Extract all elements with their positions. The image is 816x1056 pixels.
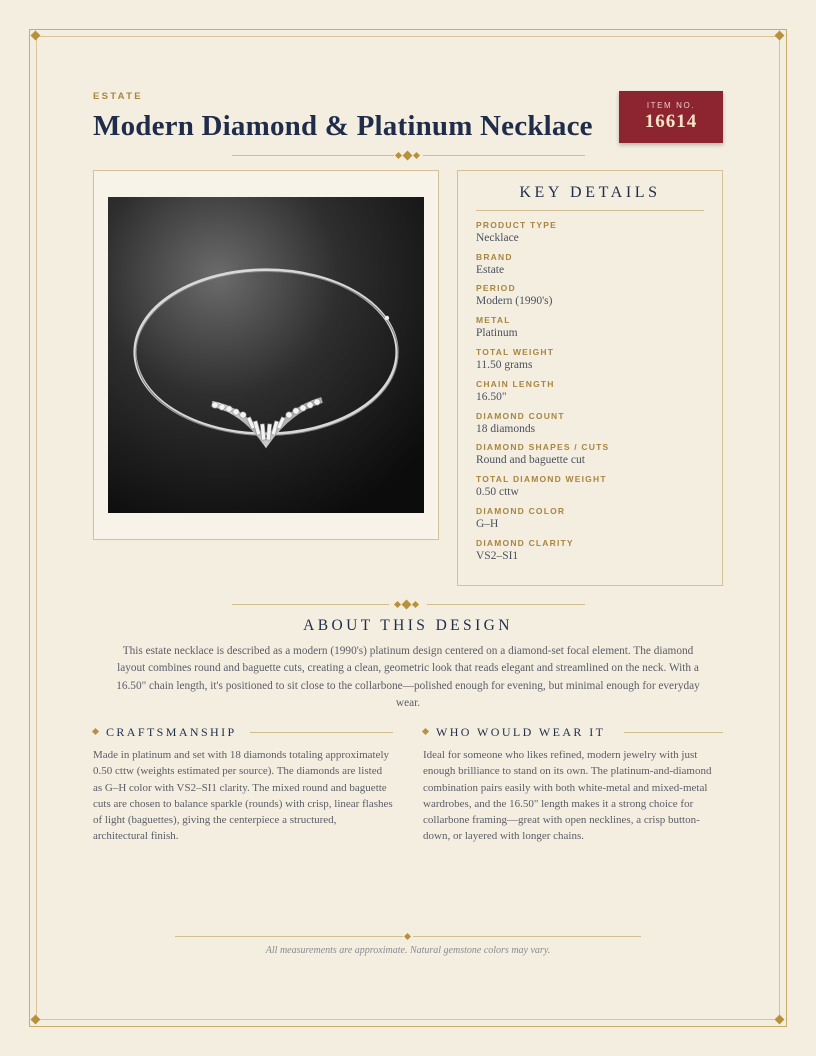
spec-diamond-count xyxy=(476,411,706,437)
item-number-value: 16614 xyxy=(644,111,698,132)
necklace-photo xyxy=(108,197,424,513)
section-divider xyxy=(232,600,585,610)
spec-label: TOTAL DIAMOND WEIGHT xyxy=(476,474,607,484)
spec-label: PRODUCT TYPE xyxy=(476,220,557,230)
spec-value: 16.50" xyxy=(476,391,507,403)
spec-brand xyxy=(476,252,706,278)
spec-label: DIAMOND SHAPES / CUTS xyxy=(476,442,610,452)
craftsmanship-heading: CRAFTSMANSHIP xyxy=(106,725,237,739)
product-photo-frame xyxy=(93,170,439,540)
about-heading: ABOUT THIS DESIGN xyxy=(303,617,513,634)
divider xyxy=(624,732,723,733)
item-number-badge xyxy=(619,91,723,143)
spec-total-diamond-weight xyxy=(476,474,706,500)
spec-value: Modern (1990's) xyxy=(476,295,553,307)
spec-label: METAL xyxy=(476,315,511,325)
spec-diamond-clarity xyxy=(476,538,706,564)
footer-divider xyxy=(175,932,641,942)
spec-label: CHAIN LENGTH xyxy=(476,379,555,389)
footer-disclaimer: All measurements are approximate. Natural gemstone colors may vary. xyxy=(265,945,551,956)
divider xyxy=(476,210,704,211)
spec-metal xyxy=(476,315,706,341)
craftsmanship-heading-row xyxy=(93,725,393,739)
spec-value: Necklace xyxy=(476,232,519,244)
about-text: This estate necklace is described as a modern (1990's) platinum design centered on a diamond-set focal element. The diamond layout combines round and baguette cuts, creating a clean, geometric look that reads elegant and streamlined on the neck. With a 16.50" chain length, it's positioned to sit close to the collarbone—polished enough for evening, but minimal enough for everyday wear. xyxy=(116,645,700,709)
spec-total-weight xyxy=(476,347,706,373)
spec-value: G–H xyxy=(476,518,499,530)
ornament-diamond-icon xyxy=(412,601,419,608)
ornament-diamond-icon xyxy=(402,600,412,610)
ornament-diamond-icon xyxy=(413,152,420,159)
ornament-diamond-icon xyxy=(403,151,413,161)
spec-chain-length xyxy=(476,379,706,405)
bullet-diamond-icon xyxy=(92,728,99,735)
page-title: Modern Diamond & Platinum Necklace xyxy=(93,110,593,142)
spec-value: Platinum xyxy=(476,327,518,339)
key-details-heading: KEY DETAILS xyxy=(519,184,661,201)
spec-label: TOTAL WEIGHT xyxy=(476,347,555,357)
ornament-diamond-icon xyxy=(404,933,411,940)
spec-diamond-color xyxy=(476,506,706,532)
bullet-diamond-icon xyxy=(422,728,429,735)
divider xyxy=(250,732,393,733)
category-eyebrow: ESTATE xyxy=(93,91,143,102)
spec-diamond-shapes xyxy=(476,442,706,468)
who-would-wear-text: Ideal for someone who likes refined, modern jewelry with just enough brilliance to stand on its own. The platinum-and-diamond combination pairs easily with both white-metal and mixed-metal wardrobes, and the 16.50" length makes it a strong choice for collarbone framing—great with open necklines, a crisp button-down, or layered with longer chains. xyxy=(423,749,712,843)
craftsmanship-text: Made in platinum and set with 18 diamonds totaling approximately 0.50 cttw (weights estimated per source). The diamonds are listed as G–H color with VS2–SI1 clarity. The mixed round and baguette cuts are chosen to balance sparkle (rounds) with crisp, linear flashes of light (baguettes), giving the centerpiece a structured, architectural finish. xyxy=(93,749,393,843)
spec-label: DIAMOND COLOR xyxy=(476,506,566,516)
spec-value: 18 diamonds xyxy=(476,423,536,435)
title-divider xyxy=(232,151,585,161)
spec-label: DIAMOND CLARITY xyxy=(476,538,574,548)
spec-label: PERIOD xyxy=(476,283,516,293)
who-would-wear-heading: WHO WOULD WEAR IT xyxy=(436,725,606,739)
ornament-diamond-icon xyxy=(394,601,401,608)
spec-value: 0.50 cttw xyxy=(476,486,519,498)
key-details-panel xyxy=(457,170,723,586)
spec-value: 11.50 grams xyxy=(476,359,533,371)
spec-product-type xyxy=(476,220,706,246)
spec-label: BRAND xyxy=(476,252,513,262)
spec-label: DIAMOND COUNT xyxy=(476,411,565,421)
spec-value: Estate xyxy=(476,264,505,276)
spec-value: Round and baguette cut xyxy=(476,454,585,466)
spec-value: VS2–SI1 xyxy=(476,550,519,562)
ornament-diamond-icon xyxy=(395,152,402,159)
item-number-label: ITEM NO. xyxy=(646,101,696,110)
who-would-wear-heading-row xyxy=(423,725,723,739)
spec-period xyxy=(476,283,706,309)
